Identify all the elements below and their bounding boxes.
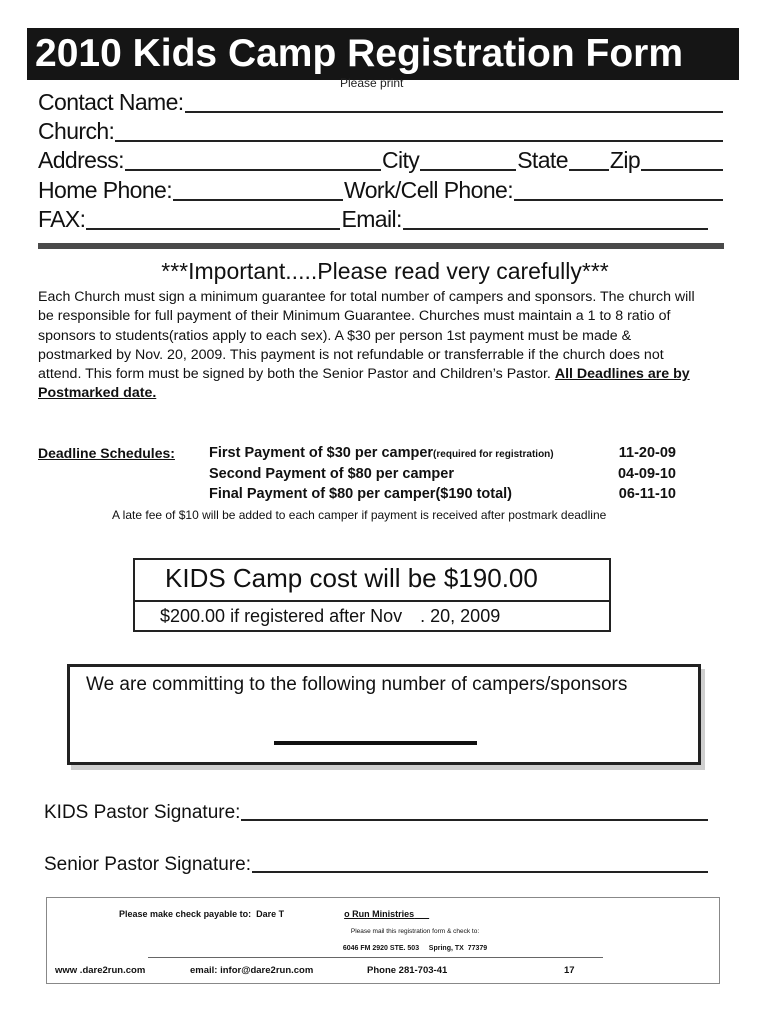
church-row	[38, 117, 724, 145]
kids-pastor-signature-label: KIDS Pastor Signature:	[44, 802, 241, 823]
address-label: Address:	[38, 147, 124, 173]
payable-label: Please make check payable to:	[119, 909, 252, 919]
commitment-count-field[interactable]	[274, 741, 477, 745]
important-body: Each Church must sign a minimum guarantee for total number of campers and sponsors. The church will be responsible for full payment of their Minimum Guarantee. Churches must maintain a 1 to 8 ratio of sponsors to students(ratios apply to each sex). A $30 per person 1st payment must be made & postmarked by Nov. 20, 2009. This payment is not refundable or transferrable if the church does not attend. This form must be signed by both the Senior Pastor and Children’s Pastor.	[38, 289, 695, 383]
state-field[interactable]	[569, 169, 609, 171]
payee-name-part2: o Run Ministries	[344, 909, 415, 919]
website-link[interactable]: www .dare2run.com	[55, 965, 146, 976]
mail-instruction: Please mail this registration form & check to:	[350, 928, 480, 935]
work-cell-phone-field[interactable]	[514, 199, 723, 201]
city-field[interactable]	[420, 169, 516, 171]
footer-divider	[148, 957, 603, 958]
deadline-item	[209, 486, 512, 502]
senior-pastor-signature-row	[44, 850, 708, 876]
city-label: City	[381, 147, 420, 173]
kids-pastor-signature-row	[44, 798, 708, 824]
church-label: Church:	[38, 118, 115, 144]
please-print-note: Please print	[340, 76, 404, 90]
mailing-address: 6046 FM 2920 STE. 503 Spring, TX 77379	[342, 945, 488, 952]
contact-email[interactable]: email: infor@dare2run.com	[190, 965, 314, 976]
late-registration-cost	[160, 606, 500, 627]
state-label: State	[517, 147, 568, 173]
important-heading: ***Important.....Please read very carefully***	[161, 258, 609, 284]
deadline-schedules-label: Deadline Schedules:	[38, 445, 175, 461]
home-phone-field[interactable]	[173, 199, 343, 201]
contact-name-row	[38, 88, 724, 116]
senior-pastor-signature-field[interactable]	[252, 871, 708, 873]
deadline-date: 04-09-10	[617, 466, 676, 482]
form-title: 2010 Kids Camp Registration Form	[27, 28, 739, 80]
late-fee-note: A late fee of $10 will be added to each camper if payment is received after postmark deadline	[112, 508, 607, 522]
senior-pastor-signature-label: Senior Pastor Signature:	[44, 854, 252, 875]
email-label: Email:	[341, 206, 402, 232]
late-price: $200.00 if registered after Nov	[160, 606, 403, 626]
payee-name-part1: Dare T	[256, 909, 285, 919]
address-field[interactable]	[125, 169, 381, 171]
email-field[interactable]	[403, 228, 708, 230]
late-date: . 20, 2009	[420, 606, 501, 626]
page-number: 17	[564, 965, 575, 976]
deadline-item-note: (required for registration)	[433, 449, 554, 460]
commitment-text: We are committing to the following number of campers/sponsors	[86, 674, 628, 695]
deadline-item-text: Final Payment of $80 per camper($190 total)	[209, 486, 512, 502]
contact-name-field[interactable]	[185, 111, 723, 113]
address-row	[38, 146, 724, 174]
deadline-item-text: First Payment of $30 per camper	[209, 445, 434, 461]
contact-phone: Phone 281-703-41	[367, 965, 448, 976]
deadline-item-text: Second Payment of $80 per camper	[209, 466, 454, 482]
camp-cost: KIDS Camp cost will be $190.00	[165, 563, 538, 593]
fax-field[interactable]	[86, 228, 340, 230]
deadline-item	[209, 466, 454, 482]
zip-field[interactable]	[641, 169, 723, 171]
church-field[interactable]	[115, 140, 723, 142]
phone-row	[38, 176, 724, 204]
fax-email-row	[38, 205, 724, 233]
zip-label: Zip	[609, 147, 641, 173]
fax-label: FAX:	[38, 206, 86, 232]
section-divider	[38, 243, 724, 249]
home-phone-label: Home Phone:	[38, 177, 173, 203]
work-cell-phone-label: Work/Cell Phone:	[344, 177, 513, 203]
deadline-date: 06-11-10	[618, 486, 676, 502]
kids-pastor-signature-field[interactable]	[241, 819, 708, 821]
deadline-date: 11-20-09	[618, 445, 676, 461]
deadline-item	[209, 445, 554, 461]
important-paragraph	[38, 288, 698, 404]
payable-to-line	[119, 909, 429, 919]
contact-name-label: Contact Name:	[38, 89, 184, 115]
deadline-emphasis: All Deadlines are by Postmarked date.	[38, 366, 690, 402]
